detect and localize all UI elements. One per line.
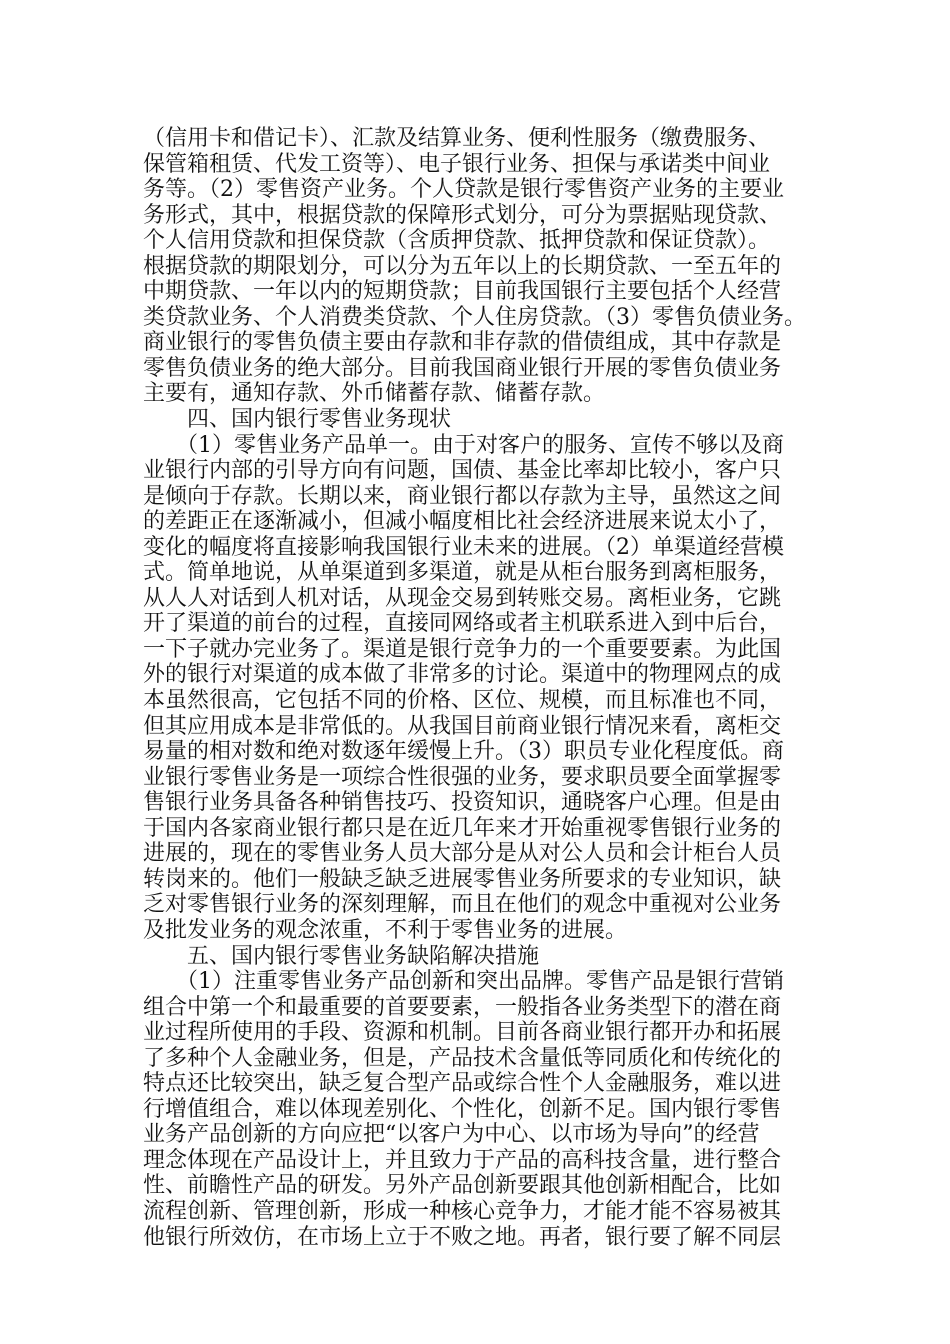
text-line: 业银行内部的引导方向有问题，国债、基金比率却比较小，客户只 [143, 458, 782, 484]
text-line: 中期贷款、一年以内的短期贷款；目前我国银行主要包括个人经营 [143, 279, 782, 305]
text-line: 五、国内银行零售业务缺陷解决措施 [143, 943, 540, 969]
text-line: 商业银行的零售负债主要由存款和非存款的借债组成，其中存款是 [143, 330, 782, 356]
text-line: 开了渠道的前台的过程，直接同网络或者主机联系进入到中后台， [143, 611, 782, 637]
text-line: （1）零售业务产品单一。由于对客户的服务、宣传不够以及商 [143, 432, 784, 458]
text-line: 四、国内银行零售业务现状 [143, 407, 452, 433]
text-line: 主要有，通知存款、外币储蓄存款、储蓄存款。 [143, 381, 606, 407]
text-line: 式。简单地说，从单渠道到多渠道，就是从柜台服务到离柜服务， [143, 560, 782, 586]
text-line: 及批发业务的观念浓重，不利于零售业务的进展。 [143, 917, 628, 943]
text-line: 类贷款业务、个人消费类贷款、个人住房贷款。（3）零售负债业务。 [143, 304, 806, 330]
text-line: 从人人对话到人机对话，从现金交易到转账交易。离柜业务，它跳 [143, 585, 782, 611]
text-line: 易量的相对数和绝对数逐年缓慢上升。（3）职员专业化程度低。商 [143, 739, 784, 765]
text-line: 他银行所效仿，在市场上立于不败之地。再者，银行要了解不同层 [143, 1224, 782, 1250]
text-line: 业银行零售业务是一项综合性很强的业务，要求职员要全面掌握零 [143, 764, 782, 790]
text-line: 本虽然很高，它包括不同的价格、区位、规模，而且标准也不同， [143, 688, 782, 714]
text-line: （信用卡和借记卡）、汇款及结算业务、便利性服务（缴费服务、 [143, 126, 771, 151]
text-line: 组合中第一个和最重要的首要要素，一般指各业务类型下的潜在商 [143, 994, 782, 1020]
text-line: 务形式，其中，根据贷款的保障形式划分，可分为票据贴现贷款、 [143, 202, 782, 228]
text-line: 转岗来的。他们一般缺乏缺乏进展零售业务所要求的专业知识，缺 [143, 866, 782, 892]
text-line: 进展的，现在的零售业务人员大部分是从对公人员和会计柜台人员 [143, 841, 782, 867]
text-line: 的差距正在逐渐减小，但减小幅度相比社会经济进展来说太小了， [143, 509, 782, 535]
text-line: 务等。（2）零售资产业务。个人贷款是银行零售资产业务的主要业 [143, 177, 784, 203]
text-line: 特点还比较突出，缺乏复合型产品或综合性个人金融服务，难以进 [143, 1071, 782, 1097]
text-line: 流程创新、管理创新，形成一种核心竞争力，才能才能不容易被其 [143, 1198, 782, 1224]
text-line: 业过程所使用的手段、资源和机制。目前各商业银行都开办和拓展 [143, 1020, 782, 1046]
text-line: 保管箱租赁、代发工资等）、电子银行业务、担保与承诺类中间业 [143, 151, 771, 177]
text-line: 业务产品创新的方向应把“以客户为中心、以市场为导向”的经营 [143, 1122, 760, 1148]
text-line: 根据贷款的期限划分，可以分为五年以上的长期贷款、一至五年的 [143, 253, 782, 279]
text-line: 理念体现在产品设计上，并且致力于产品的高科技含量，进行整合 [143, 1147, 782, 1173]
text-line: 一下子就办完业务了。渠道是银行竞争力的一个重要要素。为此国 [143, 636, 782, 662]
body-text [143, 126, 823, 1250]
text-line: （1）注重零售业务产品创新和突出品牌。零售产品是银行营销 [143, 969, 784, 995]
text-line: 零售负债业务的绝大部分。目前我国商业银行开展的零售负债业务 [143, 355, 782, 381]
text-line: 性、前瞻性产品的研发。另外产品创新要跟其他创新相配合，比如 [143, 1173, 782, 1199]
text-line: 了多种个人金融业务，但是，产品技术含量低等同质化和传统化的 [143, 1045, 782, 1071]
text-line: 个人信用贷款和担保贷款（含质押贷款、抵押贷款和保证贷款）。 [143, 228, 771, 254]
text-line: 于国内各家商业银行都只是在近几年来才开始重视零售银行业务的 [143, 815, 782, 841]
text-line: 乏对零售银行业务的深刻理解，而且在他们的观念中重视对公业务 [143, 892, 782, 918]
text-line: 外的银行对渠道的成本做了非常多的讨论。渠道中的物理网点的成 [143, 662, 782, 688]
text-line: 但其应用成本是非常低的。从我国目前商业银行情况来看，离柜交 [143, 713, 782, 739]
text-line: 是倾向于存款。长期以来，商业银行都以存款为主导，虽然这之间 [143, 483, 782, 509]
text-line: 售银行业务具备各种销售技巧、投资知识，通晓客户心理。但是由 [143, 790, 782, 816]
text-line: 变化的幅度将直接影响我国银行业未来的进展。（2）单渠道经营模 [143, 534, 784, 560]
text-line: 行增值组合，难以体现差别化、个性化，创新不足。国内银行零售 [143, 1096, 782, 1122]
